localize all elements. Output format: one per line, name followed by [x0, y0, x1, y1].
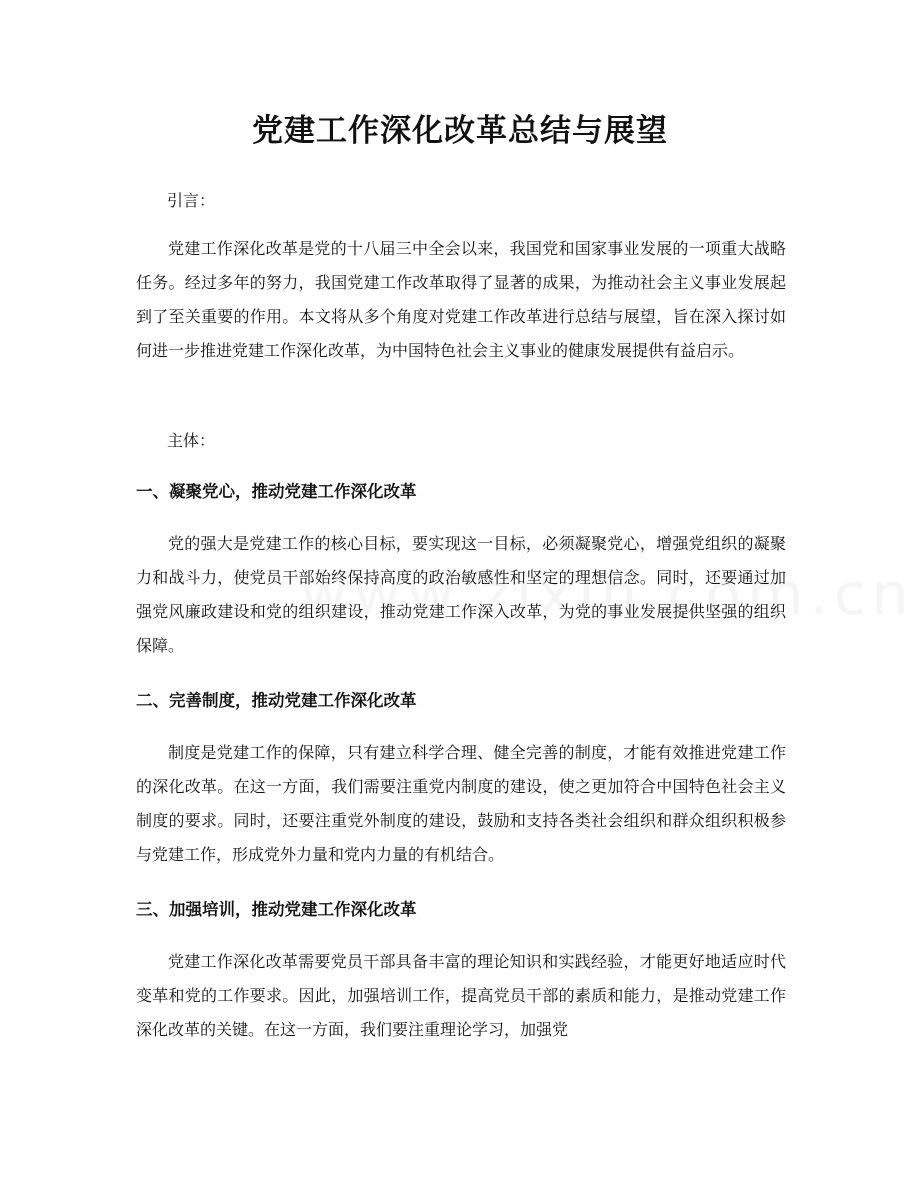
- section-heading-2: 二、完善制度，推动党建工作深化改革: [136, 691, 417, 710]
- document-title: 党建工作深化改革总结与展望: [252, 113, 668, 149]
- section-paragraph-1: 党的强大是党建工作的核心目标，要实现这一目标，必须凝聚党心，增强党组织的凝聚力和战斗力，使党员干部始终保持高度的政治敏感性和坚定的理想信念。同时，还要通过加强党风廉政建设和党的组织建设，推动党建工作深入改革，为党的事业发展提供坚强的组织保障。: [136, 534, 786, 655]
- body-label: 主体：: [167, 431, 216, 450]
- section-heading-1: 一、凝聚党心，推动党建工作深化改革: [136, 482, 417, 501]
- section-paragraph-2: 制度是党建工作的保障，只有建立科学合理、健全完善的制度，才能有效推进党建工作的深化改革。在这一方面，我们需要注重党内制度的建设，使之更加符合中国特色社会主义制度的要求。同时，还要注重党外制度的建设，鼓励和支持各类社会组织和群众组织积极参与党建工作，形成党外力量和党内力量的有机结合。: [136, 743, 786, 864]
- section-paragraph-3: 党建工作深化改革需要党员干部具备丰富的理论知识和实践经验，才能更好地适应时代变革和党的工作要求。因此，加强培训工作，提高党员干部的素质和能力，是推动党建工作深化改革的关键。在这一方面，我们要注重理论学习，加强党: [136, 952, 786, 1039]
- intro-label: 引言：: [167, 191, 216, 210]
- section-heading-3: 三、加强培训，推动党建工作深化改革: [136, 900, 417, 919]
- intro-paragraph: 党建工作深化改革是党的十八届三中全会以来，我国党和国家事业发展的一项重大战略任务。经过多年的努力，我国党建工作改革取得了显著的成果，为推动社会主义事业发展起到了至关重要的作用。本文将从多个角度对党建工作改革进行总结与展望，旨在深入探讨如何进一步推进党建工作深化改革，为中国特色社会主义事业的健康发展提供有益启示。: [136, 239, 786, 360]
